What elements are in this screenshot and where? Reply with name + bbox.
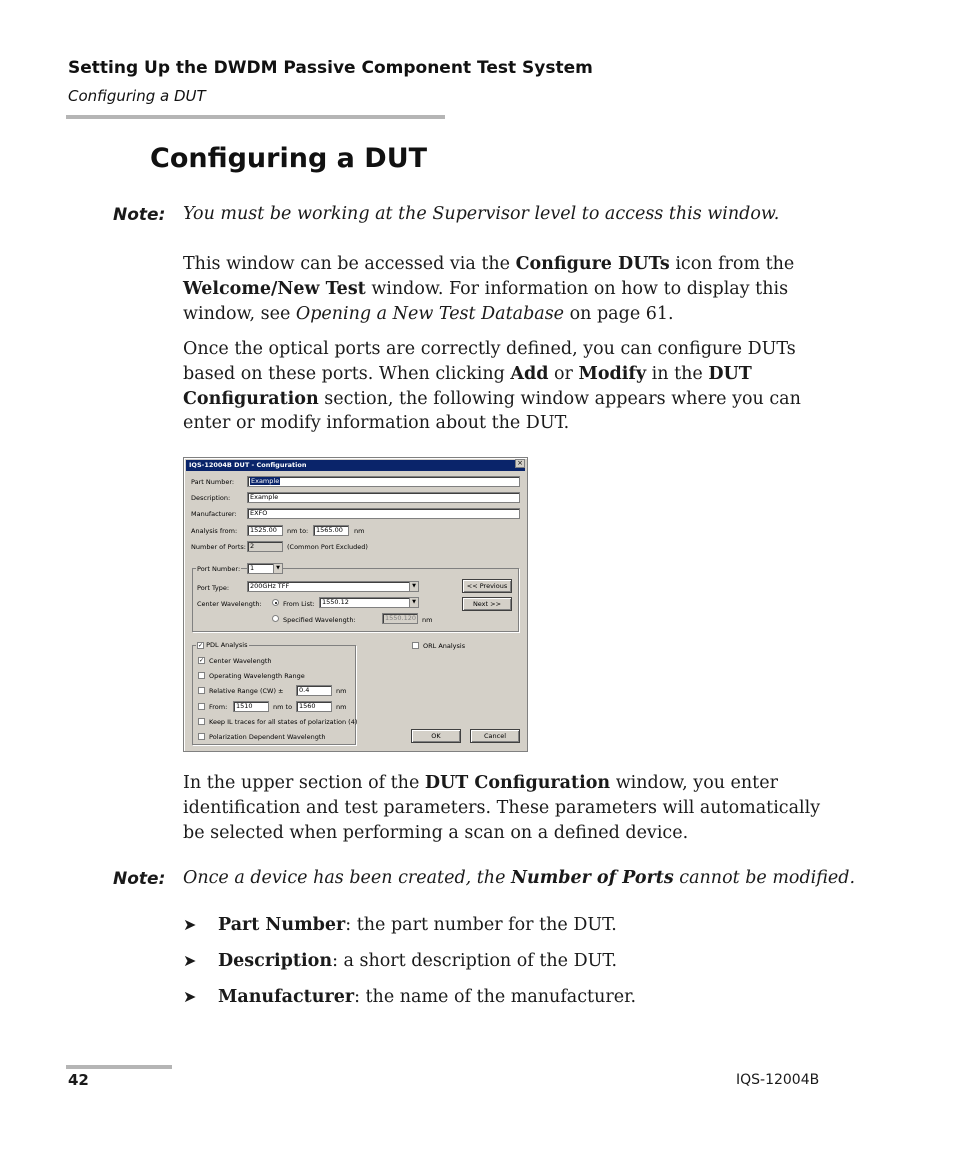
relative-range-checkbox[interactable] [198,687,205,694]
orl-analysis-label: ORL Analysis [423,642,466,650]
section-heading: Configuring a DUT [150,143,428,174]
number-of-ports-field: 2 [247,541,283,552]
center-wavelength-option-label: Center Wavelength [209,657,272,665]
manufacturer-field[interactable]: EXFO [247,508,520,519]
nm-unit: nm [354,527,365,535]
close-icon[interactable]: × [515,459,525,468]
chevron-down-icon: ▼ [409,598,418,607]
description-label: Description: [191,494,231,502]
note-text: You must be working at the Supervisor level to access this window. [183,204,780,224]
pdw-checkbox[interactable] [198,733,205,740]
cancel-button[interactable]: Cancel [470,729,520,743]
running-header-subtitle: Configuring a DUT [68,87,206,105]
paragraph-access: This window can be accessed via the Configure DUTs icon from the Welcome/New Test window. For information on how to display this window, see Opening a New Test Database on page 61. [183,254,795,324]
from-range-checkbox[interactable] [198,703,205,710]
specified-wavelength-radio[interactable] [272,615,279,622]
note-label: Note: [113,869,166,889]
relative-range-field[interactable]: 0.4 [296,685,332,696]
chevron-down-icon: ▼ [273,564,282,573]
next-button[interactable]: Next >> [462,597,512,611]
ok-button[interactable]: OK [411,729,461,743]
number-of-ports-label: Number of Ports: [191,543,246,551]
operating-range-checkbox[interactable] [198,672,205,679]
pdl-analysis-option[interactable] [196,641,249,649]
from-label: From: [209,703,228,711]
bullet-description: ➤ Description: a short description of the DUT. [183,951,618,971]
bullet-part-number: ➤ Part Number: the part number for the DUT. [183,915,617,935]
ports-note: (Common Port Excluded) [287,543,368,551]
analysis-to-field[interactable]: 1565.00 [313,525,349,536]
part-number-field[interactable]: Example [247,476,520,487]
arrow-bullet-icon: ➤ [183,915,197,934]
bullet-manufacturer: ➤ Manufacturer: the name of the manufacturer. [183,987,637,1007]
arrow-bullet-icon: ➤ [183,987,197,1006]
orl-analysis-checkbox[interactable] [412,642,419,649]
port-number-select[interactable]: 1 ▼ [247,563,283,574]
from-field[interactable]: 1510 [233,701,269,712]
nm-to-label: nm to [273,703,293,711]
paragraph-upper-section: In the upper section of the DUT Configuration window, you enter identification and test parameters. These parameters will automatically be selected when performing a scan on a defined device. [183,773,821,843]
center-wavelength-checkbox[interactable]: ✓ [199,657,205,664]
page-number: 42 [68,1071,89,1089]
manufacturer-label: Manufacturer: [191,510,237,518]
document-id: IQS-12004B [736,1072,820,1088]
from-list-select[interactable]: 1550.12 ▼ [319,597,419,608]
center-wavelength-label: Center Wavelength: [197,600,262,608]
nm-to-label: nm to: [287,527,309,535]
running-header-title: Setting Up the DWDM Passive Component Test System [68,58,593,78]
paragraph-ports: Once the optical ports are correctly defined, you can configure DUTs based on these ports. When clicking Add or Modify in the DUT Configuration section, the following window appears where you can enter or modify information about the DUT. [183,339,801,434]
chevron-down-icon: ▼ [409,582,418,591]
analysis-from-label: Analysis from: [191,527,238,535]
from-list-label: From List: [283,600,315,608]
nm-unit: nm [336,687,347,695]
keep-il-checkbox[interactable] [198,718,205,725]
nm-unit: nm [336,703,347,711]
to-field[interactable]: 1560 [296,701,332,712]
analysis-from-field[interactable]: 1525.00 [247,525,283,536]
header-rule [66,115,445,119]
note-text: Once a device has been created, the Number of Ports cannot be modified. [183,868,856,888]
description-field[interactable]: Example [247,492,520,503]
arrow-bullet-icon: ➤ [183,951,197,970]
pdl-analysis-label: PDL Analysis [206,641,248,649]
relative-range-label: Relative Range (CW) ± [209,687,284,695]
specified-wavelength-label: Specified Wavelength: [283,616,356,624]
checkbox-icon: ✓ [198,641,204,649]
footer-rule [66,1065,172,1069]
dialog-title-bar: IQS-12004B DUT - Configuration [186,460,525,471]
operating-range-label: Operating Wavelength Range [209,672,305,680]
port-type-label: Port Type: [197,584,230,592]
note-label: Note: [113,205,166,225]
nm-unit: nm [422,616,433,624]
pdw-label: Polarization Dependent Wavelength [209,733,326,741]
dut-configuration-dialog [183,457,528,752]
from-list-radio[interactable] [272,599,279,606]
port-number-label: Port Number: [197,565,241,573]
port-type-select[interactable]: 200GHz TFF ▼ [247,581,419,592]
keep-il-label: Keep IL traces for all states of polarization (4) [209,718,358,726]
part-number-label: Part Number: [191,478,235,486]
specified-wavelength-field: 1550.120 [382,613,418,624]
previous-button[interactable]: << Previous [462,579,512,593]
